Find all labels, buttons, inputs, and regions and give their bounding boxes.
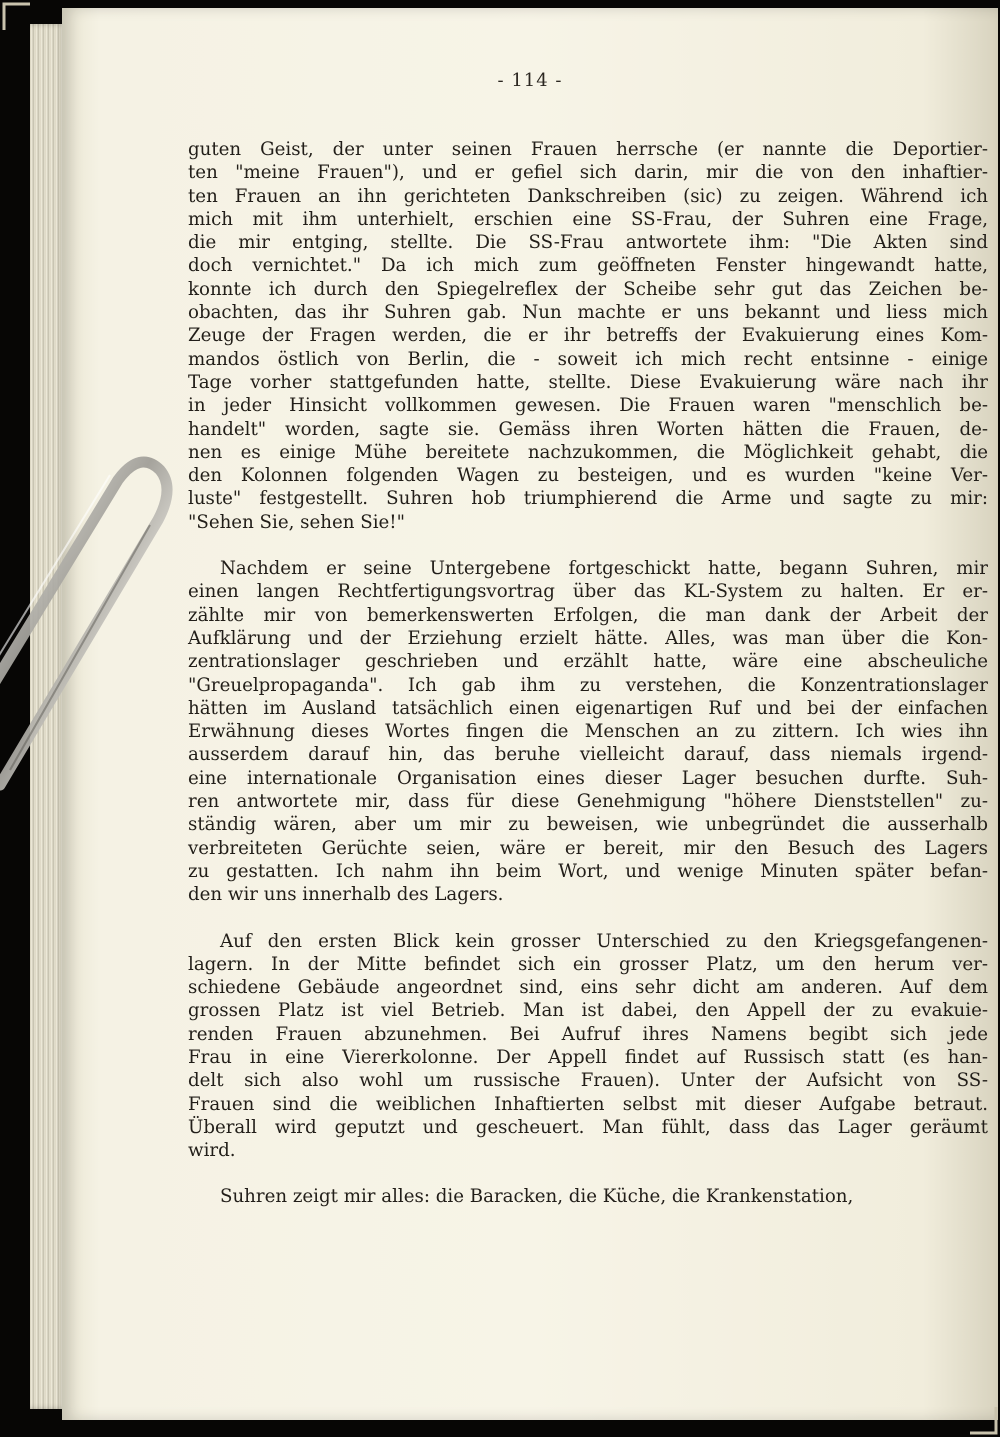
corner-mark-icon bbox=[2, 2, 32, 32]
text-line: grossen Platz ist viel Betrieb. Man ist dabei, den Appell der zu evakuie- bbox=[188, 1000, 988, 1022]
text-line: zählte mir von bemerkenswerten Erfolgen, die man dank der Arbeit der bbox=[188, 604, 988, 626]
text-line: wird. bbox=[188, 1140, 236, 1162]
paragraph-2 bbox=[188, 557, 988, 906]
text-line: Suhren zeigt mir alles: die Baracken, die Küche, die Krankenstation, bbox=[220, 1186, 854, 1208]
text-line: obachten, das ihr Suhren gab. Nun machte er uns bekannt und liess mich bbox=[188, 302, 988, 324]
paragraph-3 bbox=[188, 930, 988, 1163]
text-line: eine internationale Organisation eines dieser Lager besuchen durfte. Suh- bbox=[188, 767, 988, 789]
text-line: handelt" worden, sagte sie. Gemäss ihren Worten hätten die Frauen, de- bbox=[188, 418, 988, 440]
text-line: luste" festgestellt. Suhren hob triumphierend die Arme und sagte zu mir: bbox=[188, 488, 988, 510]
text-line: "Sehen Sie, sehen Sie!" bbox=[188, 511, 405, 533]
text-line: ren antwortete mir, dass für diese Genehmigung "höhere Dienststellen" zu- bbox=[188, 791, 988, 813]
paragraph-gap bbox=[188, 534, 988, 557]
text-line: schiedene Gebäude angeordnet sind, eins sehr dicht am anderen. Auf dem bbox=[188, 977, 988, 999]
corner-mark-icon bbox=[968, 1405, 998, 1435]
paragraph-1 bbox=[188, 138, 988, 534]
text-line: Frauen sind die weiblichen Inhaftierten selbst mit dieser Aufgabe betraut. bbox=[188, 1093, 988, 1115]
text-line: mich mit ihm unterhielt, erschien eine SS-Frau, der Suhren eine Frage, bbox=[188, 208, 988, 230]
text-line: in jeder Hinsicht vollkommen gewesen. Die Frauen waren "menschlich be- bbox=[188, 395, 988, 417]
paragraph-4 bbox=[188, 1185, 988, 1208]
text-line: hätten im Ausland tatsächlich einen eigenartigen Ruf und bei der einfachen bbox=[188, 697, 988, 719]
text-line: den wir uns innerhalb des Lagers. bbox=[188, 884, 504, 906]
text-line: renden Frauen abzunehmen. Bei Aufruf ihres Namens begibt sich jede bbox=[188, 1023, 988, 1045]
page-number: - 114 - bbox=[497, 70, 563, 91]
body-text bbox=[188, 138, 988, 1209]
text-line: ausserdem darauf hin, das beruhe vielleicht darauf, dass niemals irgend- bbox=[188, 744, 988, 766]
text-line: Frau in eine Viererkolonne. Der Appell findet auf Russisch statt (es han- bbox=[188, 1046, 988, 1068]
text-line: ständig wären, aber um mir zu beweisen, wie unbegründet die ausserhalb bbox=[188, 814, 988, 836]
text-line: konnte ich durch den Spiegelreflex der Scheibe sehr gut das Zeichen be- bbox=[188, 278, 988, 300]
text-line: mandos östlich von Berlin, die - soweit ich mich recht entsinne - einige bbox=[188, 348, 988, 370]
text-line: delt sich also wohl um russische Frauen). Unter der Aufsicht von SS- bbox=[188, 1070, 988, 1092]
paper-clip-icon bbox=[0, 440, 200, 800]
text-line: "Greuelpropaganda". Ich gab ihm zu verstehen, die Konzentrationslager bbox=[188, 674, 988, 696]
paragraph-gap bbox=[188, 1162, 988, 1185]
text-line: guten Geist, der unter seinen Frauen herrsche (er nannte die Deportier- bbox=[188, 139, 988, 160]
text-line: Überall wird geputzt und gescheuert. Man fühlt, dass das Lager geräumt bbox=[188, 1116, 988, 1138]
text-line: ten Frauen an ihn gerichteten Dankschreiben (sic) zu zeigen. Während ich bbox=[188, 185, 988, 207]
text-line: ten "meine Frauen"), und er gefiel sich darin, mir die von den inhaftier- bbox=[188, 162, 988, 184]
text-line: doch vernichtet." Da ich mich zum geöffneten Fenster hingewandt hatte, bbox=[188, 255, 988, 277]
text-line: den Kolonnen folgenden Wagen zu besteigen, und es wurden "keine Ver- bbox=[188, 465, 988, 487]
text-line: Erwähnung dieses Wortes fingen die Menschen an zu zittern. Ich wies ihn bbox=[188, 721, 988, 743]
text-line: lagern. In der Mitte befindet sich ein grosser Platz, um den herum ver- bbox=[188, 953, 988, 975]
text-line: Auf den ersten Blick kein grosser Unterschied zu den Kriegsgefangenen- bbox=[220, 930, 988, 952]
text-line: verbreiteten Gerüchte seien, wäre er bereit, mir den Besuch des Lagers bbox=[188, 837, 988, 859]
paragraph-gap bbox=[188, 907, 988, 930]
text-line: zu gestatten. Ich nahm ihn beim Wort, und wenige Minuten später befan- bbox=[188, 860, 988, 882]
text-line: Nachdem er seine Untergebene fortgeschickt hatte, begann Suhren, mir bbox=[220, 558, 988, 580]
text-line: nen es einige Mühe bereitete nachzukommen, die Möglichkeit gehabt, die bbox=[188, 441, 988, 463]
text-line: zentrationslager geschrieben und erzählt hatte, wäre eine abscheuliche bbox=[188, 651, 988, 673]
text-line: einen langen Rechtfertigungsvortrag über das KL-System zu halten. Er er- bbox=[188, 581, 988, 603]
text-line: Tage vorher stattgefunden hatte, stellte. Diese Evakuierung wäre nach ihr bbox=[188, 371, 988, 393]
text-line: Zeuge der Fragen werden, die er ihr betreffs der Evakuierung eines Kom- bbox=[188, 325, 988, 347]
text-line: Aufklärung und der Erziehung erzielt hätte. Alles, was man über die Kon- bbox=[188, 627, 988, 649]
text-line: die mir entging, stellte. Die SS-Frau antwortete ihm: "Die Akten sind bbox=[188, 232, 988, 254]
book-page bbox=[62, 8, 998, 1420]
